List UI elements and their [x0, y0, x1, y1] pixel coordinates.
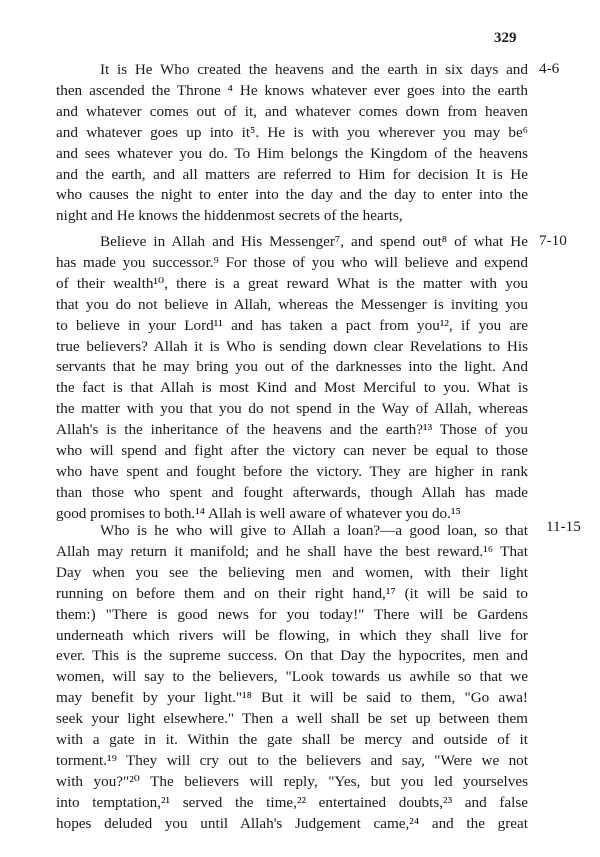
text-line: them:) "There is good news for you today!" There will be Gardens: [56, 605, 528, 623]
text-line: ever. This is the supreme success. On that Day the hypocrites, men and: [56, 647, 528, 665]
text-line: and whatever goes up into it⁵. He is with you wherever you may be⁶: [56, 123, 528, 141]
text-line: who will spend and fight after the victory can never be equal to those: [56, 442, 528, 460]
verse-reference: 7-10: [539, 232, 567, 249]
text-line: with you?"²⁰ The believers will reply, "Yes, but you led yourselves: [56, 772, 528, 790]
text-line: It is He Who created the heavens and the earth in six days and: [100, 61, 528, 78]
text-line: running on before them and on their right hand,¹⁷ (it will be said to: [56, 584, 528, 602]
text-line: has made you successor.⁹ For those of you who will believe and expend: [56, 253, 528, 271]
text-line: the matter with you that you do not spend in the Way of Allah, whereas: [56, 400, 528, 418]
text-line: true believers? Allah it is Who is sending down clear Revelations to His: [56, 337, 528, 355]
text-line: who have spent and fought before the victory. They are higher in rank: [56, 462, 528, 480]
text-line: Day when you see the believing men and women, with their light: [56, 563, 528, 581]
text-line: Allah may return it manifold; and he shall have the best reward.¹⁶ That: [56, 542, 528, 560]
text-line: than those who spent and fought afterwards, though Allah has made: [56, 483, 528, 501]
text-line: torment.¹⁹ They will cry out to the believers and say, "Were we not: [56, 751, 528, 769]
text-line: seek your light elsewhere." Then a well shall be set up between them: [56, 710, 528, 728]
paragraph-verses-4-6: [56, 60, 528, 227]
text-line: the fact is that Allah is most Kind and Most Merciful to you. What is: [56, 379, 528, 397]
text-line: may benefit by your light."¹⁸ But it will be said to them, "Go awa!: [56, 689, 528, 707]
verse-reference: 11-15: [546, 518, 581, 535]
text-line: to believe in your Lord¹¹ and has taken a pact from you¹², if you are: [56, 316, 528, 334]
paragraph-verses-7-10: [56, 232, 528, 525]
text-line: women, will say to the believers, "Look towards us awhile so that we: [56, 668, 528, 686]
text-line: into temptation,²¹ served the time,²² entertained doubts,²³ and false: [56, 793, 528, 811]
text-line: and the earth, and all matters are referred to Him for decision It is He: [56, 165, 528, 183]
verse-reference: 4-6: [539, 60, 560, 77]
text-line: servants that he may bring you out of the darknesses into the light. And: [56, 358, 528, 376]
text-line: Allah's is the inheritance of the heavens and the earth?¹³ Those of you: [56, 421, 528, 439]
text-line: and whatever comes out of it, and whatever comes down from heaven: [56, 102, 528, 120]
page-number: 329: [494, 30, 517, 46]
text-line: and sees whatever you do. To Him belongs the Kingdom of the heavens: [56, 144, 528, 162]
paragraph-verses-11-15: [56, 521, 528, 835]
text-line: with a gate in it. Within the gate shall be mercy and outside of it: [56, 731, 528, 749]
text-line: hopes deluded you until Allah's Judgement came,²⁴ and the great: [56, 814, 528, 832]
text-line: good promises to both.¹⁴ Allah is well aware of whatever you do.¹⁵: [56, 504, 461, 522]
text-line: night and He knows the hiddenmost secrets of the hearts,: [56, 207, 403, 225]
text-line: of their wealth¹⁰, there is a great reward What is the matter with you: [56, 274, 528, 292]
text-line: that you do not believe in Allah, whereas the Messenger is inviting you: [56, 295, 528, 313]
text-line: then ascended the Throne ⁴ He knows whatever ever goes into the earth: [56, 81, 528, 99]
text-line: underneath which rivers will be flowing, in which they shall live for: [56, 626, 528, 644]
text-line: Believe in Allah and His Messenger⁷, and spend out⁸ of what He: [100, 233, 528, 250]
text-line: Who is he who will give to Allah a loan?—a good loan, so that: [100, 522, 528, 539]
text-line: who causes the night to enter into the day and the day to enter into the: [56, 186, 528, 204]
